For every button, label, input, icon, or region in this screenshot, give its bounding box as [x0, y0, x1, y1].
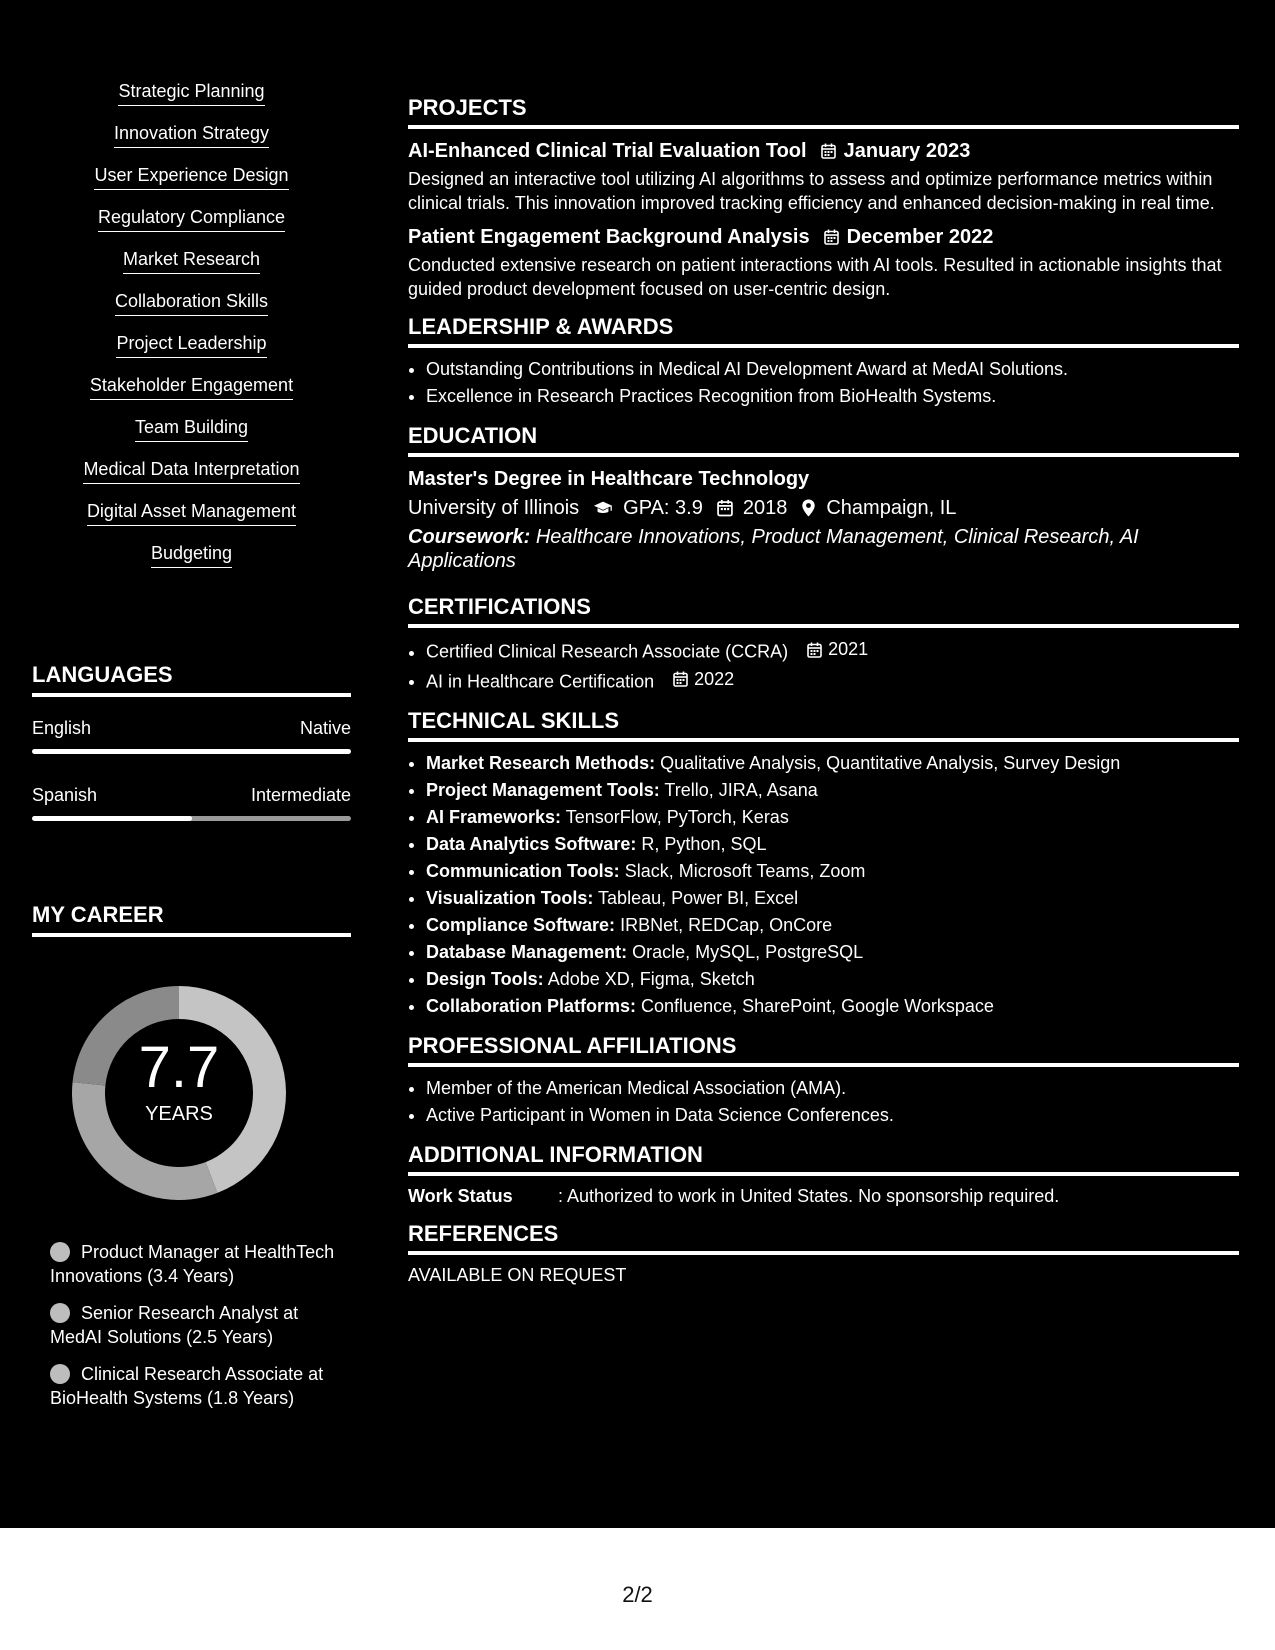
page-footer: [0, 1528, 1275, 1650]
list-item: [426, 966, 1239, 993]
technical-skills-heading: TECHNICAL SKILLS: [408, 707, 1239, 742]
work-status-label: Work Status: [408, 1186, 513, 1206]
project-title: Patient Engagement Background Analysis: [408, 226, 810, 248]
projects-section: [408, 94, 1239, 301]
leadership-list: [408, 356, 1239, 410]
project-date: January 2023: [843, 140, 971, 162]
skill-item: Market Research: [123, 248, 260, 274]
career-role: Product Manager at HealthTech Innovations (3.4 Years): [50, 1242, 335, 1286]
certifications-section: [408, 593, 1239, 695]
skill-item: Project Leadership: [116, 332, 266, 358]
skill-item: User Experience Design: [94, 164, 288, 190]
skill-value: R, Python, SQL: [641, 834, 767, 854]
list-item: [426, 636, 1239, 666]
degree-title: Master's Degree in Healthcare Technology: [408, 468, 810, 490]
certification-name: Certified Clinical Research Associate (CCRA): [426, 641, 789, 662]
calendar-icon: [717, 499, 733, 517]
skill-value: Qualitative Analysis, Quantitative Analysis, Survey Design: [660, 753, 1121, 773]
skill-list: [32, 80, 351, 568]
list-item: • Active Participant in Women in Data Science Conferences.: [426, 1102, 1239, 1129]
coursework-list: Healthcare Innovations, Product Management, Clinical Research, AI Applications: [408, 526, 1139, 572]
graduation-cap-icon: [593, 499, 613, 517]
references-heading: REFERENCES: [408, 1220, 1239, 1255]
skill-value: Adobe XD, Figma, Sketch: [547, 969, 755, 989]
skill-value: Slack, Microsoft Teams, Zoom: [624, 861, 866, 881]
language-entry: [32, 717, 351, 754]
skill-value: Confluence, SharePoint, Google Workspace: [641, 996, 994, 1016]
language-entry: [32, 784, 351, 821]
list-item: • Excellence in Research Practices Recognition from BioHealth Systems.: [426, 383, 1239, 410]
coursework: [408, 525, 1239, 573]
skill-item: Collaboration Skills: [115, 290, 268, 316]
leadership-heading: LEADERSHIP & AWARDS: [408, 313, 1239, 348]
career-total-years: 7.7: [138, 1035, 220, 1100]
education-section: [408, 422, 1239, 573]
skill-value: TensorFlow, PyTorch, Keras: [565, 807, 789, 827]
career-role: Clinical Research Associate at BioHealth Systems (1.8 Years): [50, 1364, 324, 1408]
career-item: [50, 1362, 340, 1410]
list-item: [426, 858, 1239, 885]
leadership-section: [408, 313, 1239, 410]
project-title-row: [408, 137, 1239, 165]
projects-heading: PROJECTS: [408, 94, 1239, 129]
calendar-icon: [673, 671, 688, 687]
certification-year: 2021: [828, 639, 869, 659]
language-level: Native: [299, 718, 351, 738]
bullet-dot-icon: [50, 1303, 70, 1323]
career-role: Senior Research Analyst at MedAI Solutions (2.5 Years): [50, 1303, 299, 1347]
affiliations-section: [408, 1032, 1239, 1129]
school-name: University of Illinois: [408, 497, 580, 519]
skill-item: Innovation Strategy: [114, 122, 269, 148]
skill-value: Oracle, MySQL, PostgreSQL: [632, 942, 864, 962]
skill-label: Communication Tools:: [426, 861, 620, 881]
skill-label: Visualization Tools:: [426, 888, 594, 908]
skill-label: Compliance Software:: [426, 915, 616, 935]
skill-value: Tableau, Power BI, Excel: [598, 888, 799, 908]
certification-name: AI in Healthcare Certification: [426, 671, 655, 691]
certifications-heading: CERTIFICATIONS: [408, 593, 1239, 628]
calendar-icon: [821, 143, 836, 159]
language-name: English: [32, 718, 92, 738]
project-title: AI-Enhanced Clinical Trial Evaluation Tool: [408, 140, 807, 162]
skill-label: Collaboration Platforms:: [426, 996, 637, 1016]
certification-date: [793, 636, 868, 663]
language-row: [32, 717, 351, 739]
project-title-row: [408, 223, 1239, 251]
work-status-value: : Authorized to work in United States. No sponsorship required.: [558, 1186, 1060, 1206]
list-item: [426, 750, 1239, 777]
skill-item: Digital Asset Management: [87, 500, 296, 526]
career-list: [50, 1240, 340, 1423]
location-pin-icon: [801, 499, 816, 517]
education-meta: [408, 493, 1239, 523]
list-item: [426, 804, 1239, 831]
additional-info-heading: ADDITIONAL INFORMATION: [408, 1141, 1239, 1176]
list-item: [426, 939, 1239, 966]
list-item: [426, 885, 1239, 912]
list-item: [426, 831, 1239, 858]
references-text: AVAILABLE ON REQUEST: [408, 1265, 627, 1285]
skill-item: Medical Data Interpretation: [83, 458, 299, 484]
project-date: December 2022: [846, 226, 994, 248]
certifications-list: [408, 636, 1239, 695]
work-status-row: [408, 1184, 1239, 1208]
languages-section: [32, 661, 351, 821]
calendar-icon: [807, 642, 822, 658]
skills-sidebar: [32, 80, 351, 568]
skill-label: AI Frameworks:: [426, 807, 562, 827]
education-heading: EDUCATION: [408, 422, 1239, 457]
skill-item: Strategic Planning: [118, 80, 264, 106]
list-item: [426, 666, 1239, 696]
affiliations-list: [408, 1075, 1239, 1129]
project-description: Conducted extensive research on patient interactions with AI tools. Resulted in actionable insights that guided product development focused on user-centric design.: [408, 255, 1222, 299]
bullet-dot-icon: [50, 1242, 70, 1262]
language-bar-fill: [32, 816, 192, 821]
skill-label: Data Analytics Software:: [426, 834, 637, 854]
career-years-unit: YEARS: [145, 1103, 213, 1125]
skill-item: Regulatory Compliance: [98, 206, 285, 232]
main-column: [408, 94, 1239, 1299]
calendar-icon: [824, 229, 839, 245]
languages-heading: LANGUAGES: [32, 661, 351, 697]
project-description: Designed an interactive tool utilizing AI algorithms to assess and optimize performance metrics within clinical trials. This innovation improved tracking efficiency and enhanced decision-making in real time.: [408, 169, 1215, 213]
list-item: [426, 993, 1239, 1020]
career-donut-chart: [65, 979, 293, 1207]
language-name: Spanish: [32, 785, 98, 805]
language-bar-fill: [32, 749, 351, 754]
skill-value: Trello, JIRA, Asana: [664, 780, 818, 800]
affiliations-heading: PROFESSIONAL AFFILIATIONS: [408, 1032, 1239, 1067]
list-item: [426, 777, 1239, 804]
skill-label: Market Research Methods:: [426, 753, 656, 773]
additional-info-section: [408, 1141, 1239, 1208]
page-number: 2/2: [622, 1582, 653, 1607]
language-bar: [32, 749, 351, 754]
skill-label: Design Tools:: [426, 969, 544, 989]
list-item: • Outstanding Contributions in Medical AI Development Award at MedAI Solutions.: [426, 356, 1239, 383]
language-level: Intermediate: [250, 785, 351, 805]
career-section: [32, 901, 351, 937]
technical-skills-list: [408, 750, 1239, 1020]
coursework-label: Coursework:: [408, 526, 531, 548]
language-bar: [32, 816, 351, 821]
skill-item: Budgeting: [151, 542, 232, 568]
graduation-year: 2018: [742, 497, 788, 519]
certification-year: 2022: [694, 668, 735, 689]
skill-item: Team Building: [135, 416, 248, 442]
school-location: Champaign, IL: [826, 497, 957, 519]
career-item: [50, 1240, 340, 1288]
gpa: GPA: 3.9: [623, 497, 703, 519]
technical-skills-section: [408, 707, 1239, 1020]
skill-label: Project Management Tools:: [426, 780, 660, 800]
language-row: [32, 784, 351, 806]
skill-item: Stakeholder Engagement: [90, 374, 293, 400]
skill-label: Database Management:: [426, 942, 628, 962]
list-item: • Member of the American Medical Association (AMA).: [426, 1075, 1239, 1102]
bullet-dot-icon: [50, 1364, 70, 1384]
skill-value: IRBNet, REDCap, OnCore: [620, 915, 833, 935]
career-item: [50, 1301, 340, 1349]
references-section: [408, 1220, 1239, 1287]
certification-date: [659, 666, 734, 693]
list-item: [426, 912, 1239, 939]
career-heading: MY CAREER: [32, 901, 351, 937]
